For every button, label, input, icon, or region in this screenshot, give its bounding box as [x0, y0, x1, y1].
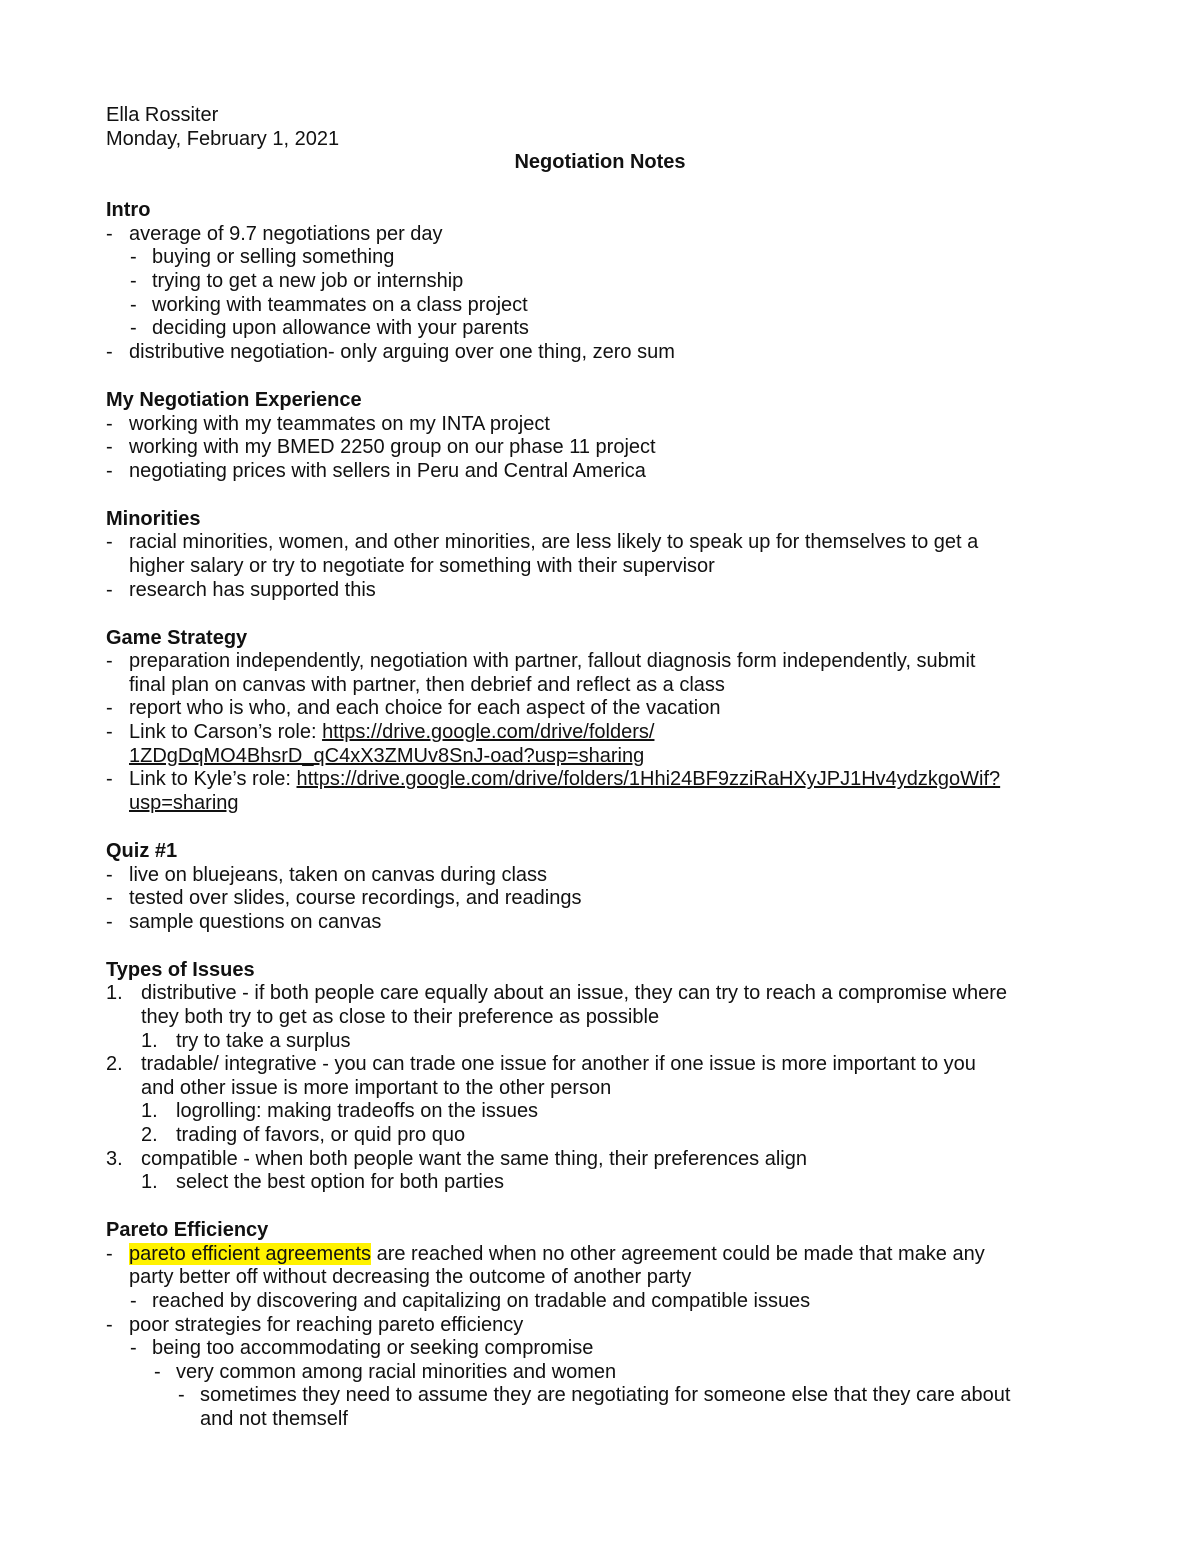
list-item: [106, 768, 1096, 792]
list-item: - very common among racial minorities and women: [154, 1360, 617, 1383]
list-item: - negotiating prices with sellers in Peru and Central America: [106, 459, 646, 482]
list-item: - trying to get a new job or internship: [130, 270, 464, 293]
number-marker: 1.: [141, 1029, 158, 1052]
list-item: - being too accommodating or seeking compromise: [130, 1337, 594, 1360]
bullet-dash: -: [130, 1337, 137, 1360]
list-item: - tested over slides, course recordings, and readings: [106, 887, 582, 910]
section-heading-quiz: Quiz #1: [106, 839, 178, 862]
numbered-sub-item: 1. select the best option for both parties: [141, 1171, 504, 1194]
number-marker: 1.: [141, 1171, 158, 1194]
list-item: - poor strategies for reaching pareto efficiency: [106, 1313, 524, 1336]
bullet-dash: -: [106, 531, 113, 554]
bullet-dash: -: [106, 650, 113, 673]
bullet-dash: -: [130, 293, 137, 316]
list-item: - preparation independently, negotiation with partner, fallout diagnosis form independently, submit: [106, 650, 976, 673]
section-heading-experience: My Negotiation Experience: [106, 388, 362, 411]
number-marker: 1.: [106, 982, 123, 1005]
list-item: - sample questions on canvas: [106, 910, 382, 933]
list-item: - distributive negotiation- only arguing over one thing, zero sum: [106, 340, 675, 363]
list-item: - sometimes they need to assume they are negotiating for someone else that they care about: [178, 1384, 1011, 1407]
bullet-dash: -: [106, 768, 113, 791]
bullet-dash: -: [106, 340, 113, 363]
bullet-dash: -: [130, 1290, 137, 1313]
numbered-item-continuation: and other issue is more important to the other person: [141, 1076, 612, 1099]
bullet-dash: -: [130, 317, 137, 340]
highlighted-text: pareto efficient agreements: [129, 1242, 372, 1265]
document-date: Monday, February 1, 2021: [106, 127, 340, 150]
bullet-dash: -: [106, 697, 113, 720]
bullet-dash: -: [106, 436, 113, 459]
list-item: - average of 9.7 negotiations per day: [106, 222, 443, 245]
bullet-dash: -: [106, 1242, 113, 1265]
list-item: - working with teammates on a class project: [130, 293, 528, 316]
section-heading-game-strategy: Game Strategy: [106, 626, 248, 649]
bullet-dash: -: [154, 1360, 161, 1383]
list-item-continuation: [106, 745, 1096, 769]
document-page: [106, 104, 1096, 1432]
list-item-continuation: party better off without decreasing the outcome of another party: [129, 1266, 692, 1289]
bullet-dash: -: [130, 270, 137, 293]
bullet-dash: -: [178, 1384, 185, 1407]
list-item: - working with my BMED 2250 group on our phase 11 project: [106, 436, 656, 459]
carson-role-link[interactable]: https://drive.google.com/drive/folders/: [322, 721, 655, 744]
list-item: - pareto efficient agreements are reached when no other agreement could be made that make any: [106, 1242, 985, 1265]
list-item-continuation: higher salary or try to negotiate for something with their supervisor: [129, 555, 715, 577]
numbered-sub-item: 2. trading of favors, or quid pro quo: [141, 1123, 466, 1146]
list-item-continuation: final plan on canvas with partner, then debrief and reflect as a class: [129, 673, 725, 696]
section-heading-types-of-issues: Types of Issues: [106, 958, 255, 981]
kyle-role-link[interactable]: https://drive.google.com/drive/folders/1Hhi24BF9zziRaHXyJPJ1Hv4ydzkgoWif?: [296, 768, 1001, 791]
list-item: [106, 721, 1096, 745]
carson-role-link-continued[interactable]: 1ZDgDqMO4BhsrD_qC4xX3ZMUv8SnJ-oad?usp=sharing: [129, 744, 645, 767]
bullet-dash: -: [106, 887, 113, 910]
number-marker: 2.: [106, 1053, 123, 1076]
numbered-item: 2. tradable/ integrative - you can trade one issue for another if one issue is more important to you: [106, 1053, 976, 1076]
numbered-sub-item: 1. logrolling: making tradeoffs on the issues: [141, 1100, 539, 1123]
list-item: - research has supported this: [106, 578, 376, 601]
list-item: - racial minorities, women, and other minorities, are less likely to speak up for themselves to get a: [106, 531, 979, 554]
list-item: - reached by discovering and capitalizing on tradable and compatible issues: [130, 1290, 811, 1313]
numbered-sub-item: 1. try to take a surplus: [141, 1029, 351, 1052]
bullet-dash: -: [106, 412, 113, 435]
bullet-dash: -: [106, 910, 113, 933]
numbered-item: 3. compatible - when both people want the same thing, their preferences align: [106, 1147, 807, 1170]
number-marker: 2.: [141, 1123, 158, 1146]
bullet-dash: -: [106, 863, 113, 886]
list-item: - deciding upon allowance with your parents: [130, 317, 529, 340]
section-heading-pareto-efficiency: Pareto Efficiency: [106, 1219, 269, 1242]
list-item: - live on bluejeans, taken on canvas during class: [106, 863, 548, 886]
numbered-item: 1. distributive - if both people care equally about an issue, they can try to reach a compromise where: [106, 982, 1008, 1005]
list-item: - working with my teammates on my INTA project: [106, 412, 550, 435]
bullet-dash: -: [106, 721, 113, 744]
bullet-dash: -: [130, 246, 137, 269]
list-item: - buying or selling something: [130, 246, 395, 269]
list-item-continuation: and not themself: [200, 1408, 348, 1430]
section-heading-intro: Intro: [106, 199, 151, 222]
section-heading-minorities: Minorities: [106, 507, 201, 530]
bullet-dash: -: [106, 1313, 113, 1336]
bullet-dash: -: [106, 459, 113, 482]
link-label: Link to Carson’s role:: [129, 721, 323, 744]
number-marker: 3.: [106, 1147, 123, 1170]
bullet-dash: -: [106, 222, 113, 245]
numbered-item-continuation: they both try to get as close to their preference as possible: [141, 1006, 660, 1028]
list-item: - report who is who, and each choice for each aspect of the vacation: [106, 697, 721, 720]
author-name: Ella Rossiter: [106, 104, 219, 126]
page-title: Negotiation Notes: [514, 151, 686, 174]
list-item-continuation: [106, 792, 1096, 816]
number-marker: 1.: [141, 1100, 158, 1123]
kyle-role-link-continued[interactable]: usp=sharing: [129, 791, 239, 814]
bullet-dash: -: [106, 578, 113, 601]
link-label: Link to Kyle’s role:: [129, 768, 297, 791]
